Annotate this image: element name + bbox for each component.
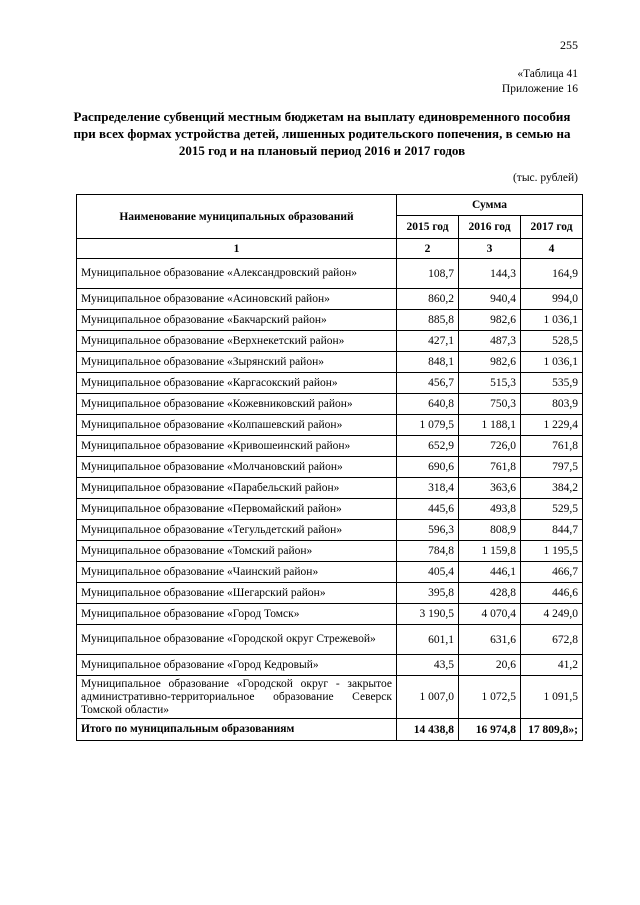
municipality-name: Муниципальное образование «Бакчарский район» [77, 310, 397, 331]
municipality-name: Муниципальное образование «Шегарский район» [77, 583, 397, 604]
value-2015: 445,6 [397, 499, 459, 520]
value-2015: 427,1 [397, 331, 459, 352]
value-2016: 446,1 [459, 562, 521, 583]
value-2017: 446,6 [521, 583, 583, 604]
total-2015: 14 438,8 [397, 719, 459, 741]
table-row [77, 655, 583, 676]
total-row [77, 719, 583, 741]
value-2016: 515,3 [459, 373, 521, 394]
table-row [77, 583, 583, 604]
header-sum: Сумма [397, 195, 583, 216]
value-2016: 363,6 [459, 478, 521, 499]
table-label: «Таблица 41 [517, 68, 578, 80]
value-2017: 1 036,1 [521, 310, 583, 331]
table-row [77, 457, 583, 478]
value-2017: 672,8 [521, 625, 583, 655]
table-row [77, 259, 583, 289]
value-2015: 690,6 [397, 457, 459, 478]
table-row [77, 520, 583, 541]
value-2016: 726,0 [459, 436, 521, 457]
municipality-name: Муниципальное образование «Кожевниковский район» [77, 394, 397, 415]
value-2017: 535,9 [521, 373, 583, 394]
table-row [77, 562, 583, 583]
column-number: 1 [77, 239, 397, 259]
municipality-name: Муниципальное образование «Молчановский район» [77, 457, 397, 478]
value-2017: 797,5 [521, 457, 583, 478]
municipality-name: Муниципальное образование «Первомайский район» [77, 499, 397, 520]
value-2015: 860,2 [397, 289, 459, 310]
value-2017: 1 036,1 [521, 352, 583, 373]
value-2017: 1 091,5 [521, 676, 583, 719]
municipality-name: Муниципальное образование «Каргасокский район» [77, 373, 397, 394]
total-2016: 16 974,8 [459, 719, 521, 741]
column-number: 2 [397, 239, 459, 259]
value-2016: 940,4 [459, 289, 521, 310]
value-2016: 1 188,1 [459, 415, 521, 436]
value-2016: 982,6 [459, 310, 521, 331]
municipality-name: Муниципальное образование «Чаинский район» [77, 562, 397, 583]
subvention-table [76, 194, 583, 741]
value-2017: 4 249,0 [521, 604, 583, 625]
value-2016: 808,9 [459, 520, 521, 541]
table-row [77, 604, 583, 625]
value-2015: 318,4 [397, 478, 459, 499]
value-2016: 493,8 [459, 499, 521, 520]
value-2015: 652,9 [397, 436, 459, 457]
municipality-name: Муниципальное образование «Город Томск» [77, 604, 397, 625]
municipality-name: Муниципальное образование «Кривошеинский район» [77, 436, 397, 457]
value-2015: 848,1 [397, 352, 459, 373]
value-2015: 43,5 [397, 655, 459, 676]
value-2015: 596,3 [397, 520, 459, 541]
value-2015: 108,7 [397, 259, 459, 289]
value-2015: 395,8 [397, 583, 459, 604]
value-2016: 487,3 [459, 331, 521, 352]
value-2015: 885,8 [397, 310, 459, 331]
table-row [77, 676, 583, 719]
value-2015: 456,7 [397, 373, 459, 394]
municipality-name: Муниципальное образование «Асиновский район» [77, 289, 397, 310]
value-2015: 3 190,5 [397, 604, 459, 625]
municipality-name: Муниципальное образование «Город Кедровый» [77, 655, 397, 676]
municipality-name: Муниципальное образование «Городской округ - закрытое административно-территориальное образование Северск Томской области» [77, 676, 397, 719]
value-2015: 405,4 [397, 562, 459, 583]
table-row [77, 541, 583, 562]
column-number: 3 [459, 239, 521, 259]
value-2017: 466,7 [521, 562, 583, 583]
table-row [77, 310, 583, 331]
municipality-name: Муниципальное образование «Александровский район» [77, 259, 397, 289]
page-number: 255 [560, 38, 578, 52]
value-2016: 20,6 [459, 655, 521, 676]
table-row [77, 415, 583, 436]
appendix-label: Приложение 16 [501, 83, 578, 95]
value-2015: 1 007,0 [397, 676, 459, 719]
table-reference [502, 67, 578, 97]
value-2015: 601,1 [397, 625, 459, 655]
value-2017: 1 195,5 [521, 541, 583, 562]
column-number: 4 [521, 239, 583, 259]
table-row [77, 373, 583, 394]
municipality-name: Муниципальное образование «Томский район» [77, 541, 397, 562]
table-row [77, 499, 583, 520]
value-2017: 844,7 [521, 520, 583, 541]
value-2016: 761,8 [459, 457, 521, 478]
value-2015: 640,8 [397, 394, 459, 415]
value-2017: 761,8 [521, 436, 583, 457]
value-2017: 529,5 [521, 499, 583, 520]
value-2017: 994,0 [521, 289, 583, 310]
table-row [77, 436, 583, 457]
value-2016: 4 070,4 [459, 604, 521, 625]
value-2016: 144,3 [459, 259, 521, 289]
header-year-2015: 2015 год [397, 216, 459, 239]
value-2017: 384,2 [521, 478, 583, 499]
municipality-name: Муниципальное образование «Зырянский район» [77, 352, 397, 373]
total-label: Итого по муниципальным образованиям [77, 719, 397, 741]
total-2017: 17 809,8»; [521, 719, 583, 741]
header-name: Наименование муниципальных образований [77, 195, 397, 239]
value-2017: 803,9 [521, 394, 583, 415]
table-row [77, 331, 583, 352]
value-2016: 1 159,8 [459, 541, 521, 562]
value-2017: 528,5 [521, 331, 583, 352]
value-2017: 1 229,4 [521, 415, 583, 436]
table-row [77, 394, 583, 415]
value-2016: 631,6 [459, 625, 521, 655]
value-2016: 982,6 [459, 352, 521, 373]
municipality-name: Муниципальное образование «Парабельский район» [77, 478, 397, 499]
value-2016: 428,8 [459, 583, 521, 604]
value-2017: 41,2 [521, 655, 583, 676]
header-year-2016: 2016 год [459, 216, 521, 239]
municipality-name: Муниципальное образование «Тегульдетский район» [77, 520, 397, 541]
value-2015: 1 079,5 [397, 415, 459, 436]
table-row [77, 352, 583, 373]
municipality-name: Муниципальное образование «Верхнекетский район» [77, 331, 397, 352]
document-title: Распределение субвенций местным бюджетам на выплату единовременного пособия при всех формах устройства детей, лишенных родительского попечения, в семью на 2015 год и на плановый период 2016 и 2017 годов [73, 109, 571, 158]
table-row [77, 625, 583, 655]
value-2016: 750,3 [459, 394, 521, 415]
value-2017: 164,9 [521, 259, 583, 289]
value-2016: 1 072,5 [459, 676, 521, 719]
header-year-2017: 2017 год [521, 216, 583, 239]
value-2015: 784,8 [397, 541, 459, 562]
municipality-name: Муниципальное образование «Городской округ Стрежевой» [77, 625, 397, 655]
table-row [77, 478, 583, 499]
units-label: (тыс. рублей) [512, 172, 578, 184]
table-row [77, 289, 583, 310]
municipality-name: Муниципальное образование «Колпашевский район» [77, 415, 397, 436]
